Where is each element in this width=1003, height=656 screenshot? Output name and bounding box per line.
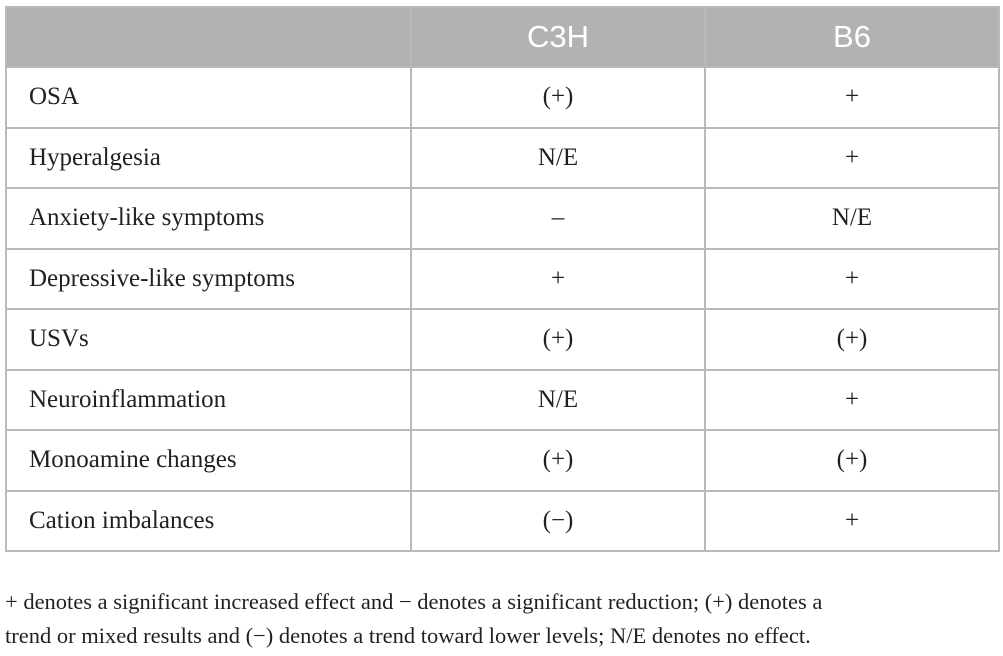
table-row	[6, 430, 999, 491]
b6-value: N/E	[705, 188, 999, 249]
row-label: OSA	[6, 67, 411, 128]
table-row	[6, 188, 999, 249]
data-table-container	[5, 6, 998, 552]
b6-value: (+)	[705, 430, 999, 491]
c3h-value: (+)	[411, 430, 705, 491]
header-b6: B6	[705, 7, 999, 67]
row-label: Monoamine changes	[6, 430, 411, 491]
table-row	[6, 249, 999, 310]
footnote-line-2: trend or mixed results and (−) denotes a trend toward lower levels; N/E denotes no effect.	[5, 623, 811, 648]
c3h-value: N/E	[411, 370, 705, 431]
b6-value: +	[705, 491, 999, 552]
header-empty-cell	[6, 7, 411, 67]
table-row	[6, 128, 999, 189]
b6-value: +	[705, 67, 999, 128]
row-label: Anxiety-like symptoms	[6, 188, 411, 249]
c3h-value: (+)	[411, 309, 705, 370]
c3h-value: (+)	[411, 67, 705, 128]
c3h-value: N/E	[411, 128, 705, 189]
table-row	[6, 67, 999, 128]
header-c3h: C3H	[411, 7, 705, 67]
table-header-row	[6, 7, 999, 67]
c3h-value: –	[411, 188, 705, 249]
b6-value: +	[705, 370, 999, 431]
results-table	[5, 6, 1000, 552]
table-footnote	[5, 585, 1001, 653]
b6-value: +	[705, 128, 999, 189]
c3h-value: +	[411, 249, 705, 310]
b6-value: +	[705, 249, 999, 310]
row-label: Cation imbalances	[6, 491, 411, 552]
row-label: Hyperalgesia	[6, 128, 411, 189]
table-row	[6, 491, 999, 552]
table-row	[6, 370, 999, 431]
table-row	[6, 309, 999, 370]
row-label: Neuroinflammation	[6, 370, 411, 431]
row-label: USVs	[6, 309, 411, 370]
row-label: Depressive-like symptoms	[6, 249, 411, 310]
b6-value: (+)	[705, 309, 999, 370]
footnote-line-1: + denotes a significant increased effect and − denotes a significant reduction; (+) denotes a	[5, 589, 823, 614]
c3h-value: (−)	[411, 491, 705, 552]
